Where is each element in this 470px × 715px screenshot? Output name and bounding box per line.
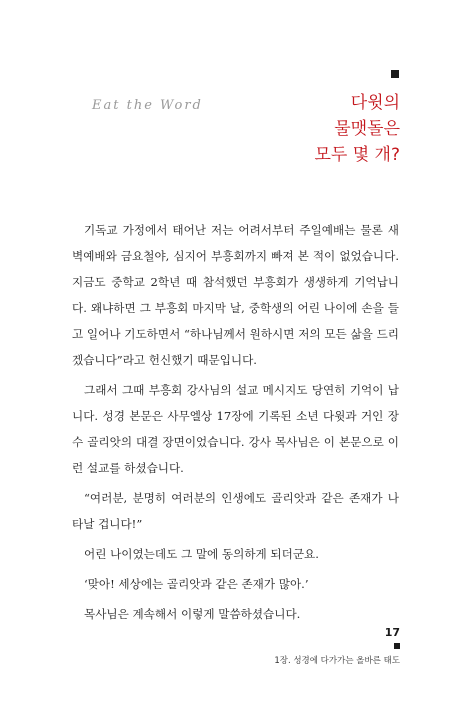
title-line-2: 물맷돌은 <box>334 119 400 139</box>
chapter-title <box>314 90 400 168</box>
body-text <box>72 217 399 631</box>
title-line-1: 다윗의 <box>350 93 400 113</box>
page-number: 17 <box>384 626 400 639</box>
running-footer-chapter: 1장. 성경에 다가가는 올바른 태도 <box>274 656 400 666</box>
paragraph: 그래서 그때 부흥회 강사님의 설교 메시지도 당연히 기억이 납니다. 성경 본문은 사무엘상 17장에 기록된 소년 다윗과 거인 장수 골리앗의 대결 장면이었습니다. 강사 목사님은 이 본문으로 이런 설교를 하셨습니다. <box>72 383 399 475</box>
footer-square-marker <box>394 643 400 649</box>
paragraph: 어린 나이였는데도 그 말에 동의하게 되더군요. <box>84 547 319 561</box>
paragraph: 기독교 가정에서 태어난 저는 어려서부터 주일예배는 물론 새벽예배와 금요철야, 심지어 부흥회까지 빠져 본 적이 없었습니다. 지금도 중학교 2학년 때 참석했던 부흥회가 생생하게 기억납니다. 왜냐하면 그 부흥회 마지막 날, 중학생의 어린 나이에 손을 들고 일어나 기도하면서 “하나님께서 원하시면 저의 모든 삶을 드리겠습니다”라고 헌신했기 때문입니다. <box>72 223 399 367</box>
paragraph: ‘맞아! 세상에는 골리앗과 같은 존재가 많아.’ <box>84 577 309 591</box>
corner-square-marker <box>391 70 399 78</box>
title-line-3: 모두 몇 개? <box>314 145 400 165</box>
script-decoration: Eat the Word <box>92 98 203 113</box>
paragraph: “여러분, 분명히 여러분의 인생에도 골리앗과 같은 존재가 나타날 겁니다!” <box>72 491 399 531</box>
paragraph: 목사님은 계속해서 이렇게 말씀하셨습니다. <box>84 607 301 621</box>
